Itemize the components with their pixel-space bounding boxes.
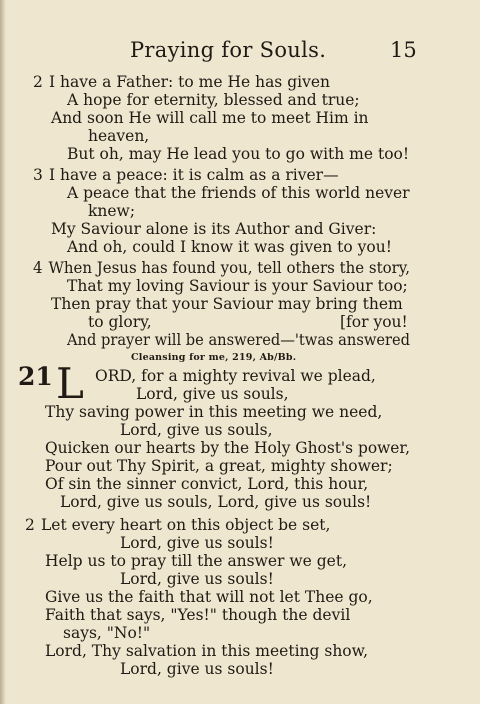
verse-line: Lord, give us souls, [136,385,289,403]
tune-reference: Cleansing for me, 219, Ab/Bb. [131,352,297,363]
verse-line: [for you! [340,313,408,331]
verse-line: Lord, give us souls! [120,660,274,678]
verse-number: 4 [33,259,43,277]
verse-line: Pour out Thy Spirit, a great, mighty shower; [45,457,393,475]
verse-line: A peace that the friends of this world never [67,184,410,202]
hymn-number: 21 [18,362,53,391]
verse-line: Give us the faith that will not let Thee go, [45,588,373,606]
verse-line: Then pray that your Saviour may bring them [51,295,403,313]
verse-line: And soon He will call me to meet Him in [51,109,369,127]
verse-line: Help us to pray till the answer we get, [45,552,348,570]
verse-number: 3 [33,166,43,184]
verse-line: Lord, give us souls! [120,534,274,552]
verse-line: 4 When Jesus has found you, tell others the story, [33,259,411,277]
verse-number: 2 [25,516,35,534]
verse-line: And oh, could I know it was given to you! [67,238,392,256]
running-head [0,38,480,62]
verse-line: knew; [88,202,136,220]
verse-number: 2 [33,73,43,91]
verse-line: Faith that says, "Yes!" though the devil [45,606,351,624]
verse-line: That my loving Saviour is your Saviour too; [67,277,408,295]
drop-cap: L [56,359,84,408]
verse-line: And prayer will be answered—'twas answered [67,331,410,349]
verse-line: heaven, [88,127,150,145]
verse-line: Quicken our hearts by the Holy Ghost's power, [45,439,410,457]
verse-line: But oh, may He lead you to go with me too! [67,145,410,163]
verse-line: Lord, give us souls, Lord, give us souls! [60,493,372,511]
verse-line: Lord, give us souls, [120,421,273,439]
verse-line: My Saviour alone is its Author and Giver: [51,220,377,238]
verse-line: ORD, for a mighty revival we plead, [95,367,376,385]
page-spine-shadow [0,0,6,704]
verse-line: Thy saving power in this meeting we need, [45,403,383,421]
page-title: Praying for Souls. [130,38,327,62]
verse-line: Lord, Thy salvation in this meeting show, [45,642,368,660]
verse-line: 3 I have a peace: it is calm as a river— [33,166,339,184]
page-number: 15 [390,38,417,62]
verse-line: Of sin the sinner convict, Lord, this hour, [45,475,369,493]
verse-line: says, "No!" [63,624,151,642]
verse-line: 2 Let every heart on this object be set, [25,516,331,534]
verse-line: A hope for eternity, blessed and true; [67,91,360,109]
verse-line: Lord, give us souls! [120,570,274,588]
verse-line: to glory, [88,313,152,331]
verse-line: 2 I have a Father: to me He has given [33,73,330,91]
